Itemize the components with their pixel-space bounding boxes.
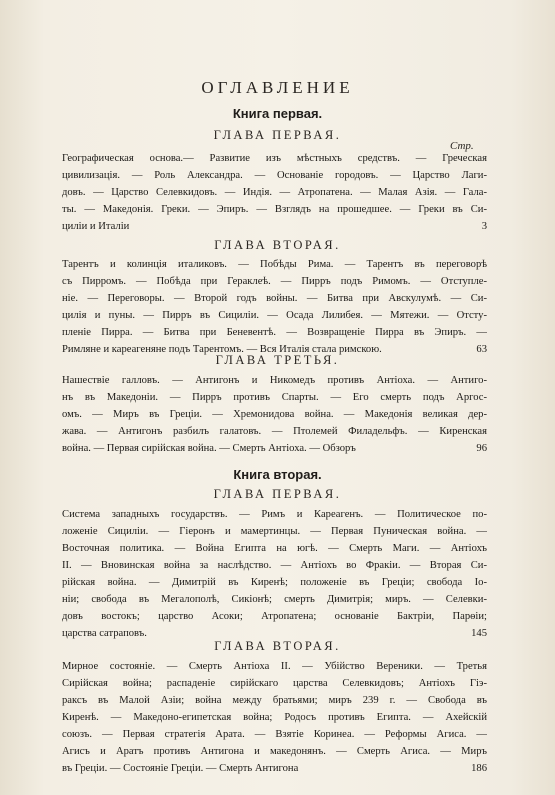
toc-line: Мирное состояніе. — Смерть Антіоха II. — Убійство Вереники. — Третья: [62, 661, 487, 672]
page-heading: ОГЛАВЛЕНИЕ: [201, 78, 354, 97]
toc-line: съ Пирромъ. — Побѣда при Гераклеѣ. — Пирръ подъ Римомъ. — Отступле-: [62, 276, 487, 287]
toc-line: Киренѣ. — Македоно-египетская война; Родосъ противъ Египта. — Ахейскій: [62, 712, 487, 723]
book1-chapter2-summary: [62, 256, 487, 358]
toc-line: Географическая основа.— Развитие изъ мѣстныхъ средствъ. — Греческая: [62, 153, 487, 164]
toc-line: цивилизація. — Роль Александра. — Основаніе городовъ. — Царство Лаги-: [62, 170, 487, 181]
toc-line: пленіе Пирра. — Битва при Беневентѣ. — Возвращеніе Пирра въ Эпиръ. —: [62, 327, 487, 338]
toc-line: II. — Вновинская война за наслѣдство. — Антіохъ во Фракіи. — Вторая Си-: [62, 560, 487, 571]
page-number: 96: [476, 443, 487, 454]
book1-chapter3-summary: [62, 372, 487, 457]
book2-chapter1-summary: [62, 506, 487, 642]
book2-chapter1-title: ГЛАВА ПЕРВАЯ.: [213, 487, 342, 501]
toc-line: рійская война. — Димитрій въ Киренѣ; положеніе въ Греціи; свобода Іо-: [62, 577, 487, 588]
toc-line: довъ. — Царство Селевкидовъ. — Индія. — Атропатена. — Малая Азія. — Гала-: [62, 187, 487, 198]
book1-chapter3-title: ГЛАВА ТРЕТЬЯ.: [215, 353, 340, 367]
toc-line: въ Греціи. — Состояніе Греціи. — Смерть Антигона 186: [62, 760, 487, 777]
toc-line: Восточная политика. — Война Египта на югѣ. — Смерть Маги. — Антіохъ: [62, 543, 487, 554]
toc-line: Агисъ и Аратъ противъ Антигона и македонянъ. — Смерть Агиса. — Миръ: [62, 746, 487, 757]
toc-line: жава. — Антигонъ разбилъ галатовъ. — Птолемей Филадельфъ. — Киренская: [62, 426, 487, 437]
toc-line: довъ востокъ; царство Асоки; Атропатена; основаніе Бактріи, Парѳіи;: [62, 611, 487, 622]
toc-line: ніи; свобода въ Мегалополѣ, Сикіонѣ; смерть Димитрія; миръ. — Селевки-: [62, 594, 487, 605]
toc-line: ложеніе Сициліи. — Гіеронъ и мамертинцы. — Первая Пуническая война. —: [62, 526, 487, 537]
book1-chapter1-title: ГЛАВА ПЕРВАЯ.: [213, 128, 342, 142]
toc-line: нъ въ Македоніи. — Пирръ противъ Спарты. — Его смерть подъ Аргос-: [62, 392, 487, 403]
toc-line: союзъ. — Первая стратегія Арата. — Взятіе Коринеа. — Реформы Агиса. —: [62, 729, 487, 740]
toc-line: царства сатраповъ. 145: [62, 625, 487, 642]
toc-line: ніе. — Переговоры. — Второй годъ войны. — Битва при Авскулумѣ. — Си-: [62, 293, 487, 304]
toc-line: Римляне и кареагеняне подъ Тарентомъ. — Вся Италія стала римскою. 63: [62, 341, 487, 358]
toc-line: раксъ въ Малой Азіи; война между братьями; миръ 239 г. — Свобода въ: [62, 695, 487, 706]
toc-line: Тарентъ и колинція италиковъ. — Побѣды Рима. — Тарентъ въ переговорѣ: [62, 259, 487, 270]
page-number: 63: [476, 344, 487, 355]
book2-chapter2-summary: [62, 658, 487, 777]
page-number: 3: [481, 221, 487, 232]
book1-chapter1-summary: [62, 150, 487, 235]
toc-line: Нашествіе галловъ. — Антигонъ и Никомедъ противъ Антіоха. — Антиго-: [62, 375, 487, 386]
page-number: 145: [471, 628, 487, 639]
book-one-title: Книга первая.: [232, 106, 323, 121]
toc-line: Сирійская война; распаденіе сирійскаго царства Селевкидовъ; Антіохъ Гіэ-: [62, 678, 487, 689]
toc-line: война. — Первая сирійская война. — Смерть Антіоха. — Обзоръ 96: [62, 440, 487, 457]
book-two-title: Книга вторая.: [233, 467, 322, 482]
toc-line: ты. — Македонія. Греки. — Эпиръ. — Взглядъ на прошедшее. — Греки въ Си-: [62, 204, 487, 215]
book2-chapter2-title: ГЛАВА ВТОРАЯ.: [214, 639, 341, 653]
toc-line: циліи и Италіи 3: [62, 218, 487, 235]
book1-chapter2-title: ГЛАВА ВТОРАЯ.: [214, 238, 341, 252]
toc-line: Система западныхъ государствъ. — Римъ и Кареагенъ. — Политическое по-: [62, 509, 487, 520]
page-column-label: Стр.: [450, 140, 474, 152]
toc-line: омъ. — Миръ въ Греціи. — Хремонидова война. — Македонія великая дер-: [62, 409, 487, 420]
page-number: 186: [471, 763, 487, 774]
toc-line: цилія и пуны. — Пирръ въ Сициліи. — Осада Лилибея. — Мятежи. — Отсту-: [62, 310, 487, 321]
